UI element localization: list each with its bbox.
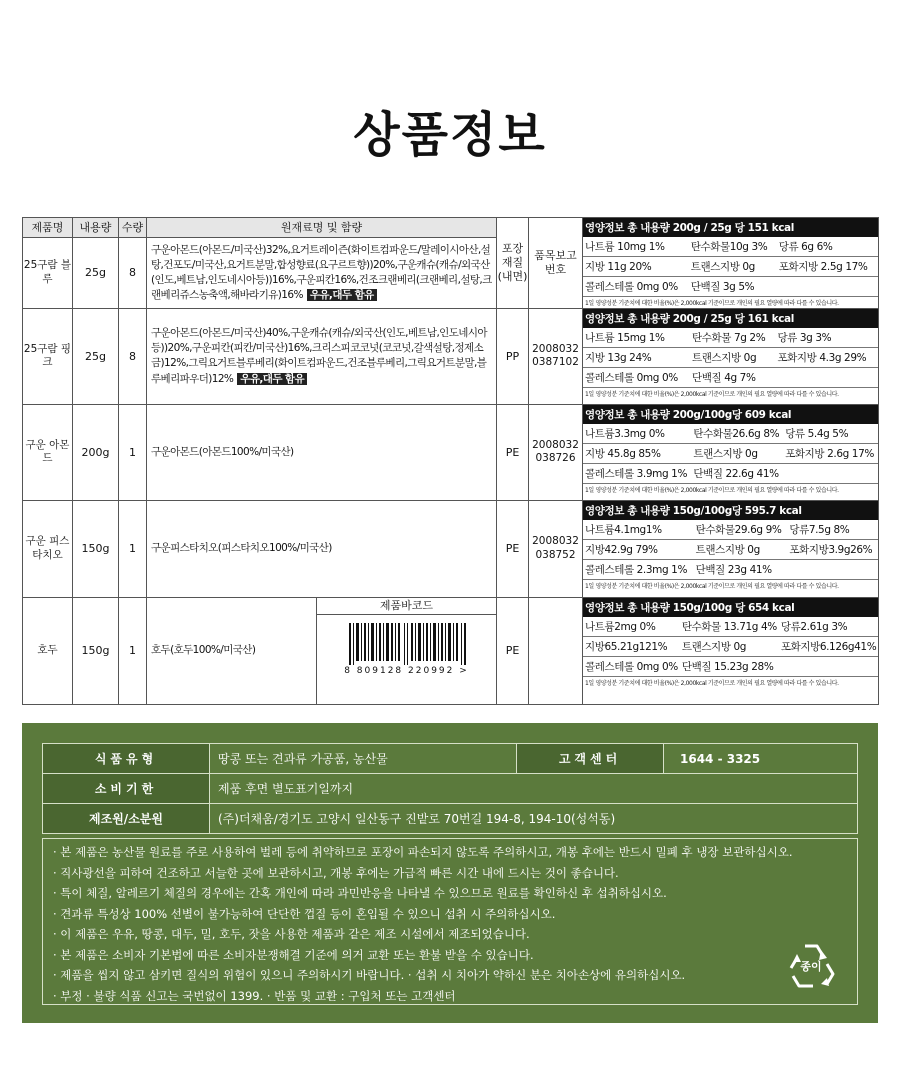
header-packaging: 포장재질(내면) [497,218,529,309]
nutrition-footnote: 1일 영양성분 기준치에 대한 비율(%)은 2,000kcal 기준이므로 개인의 필요 열량에 따라 다를 수 있습니다. [585,679,839,687]
nutrition-value: 지방65.21g121% [583,636,680,656]
nutrition-value: 단백질 3g 5% [689,277,878,297]
note-line: · 제품을 씹지 않고 삼키면 질식의 위험이 있으니 주의하시기 바랍니다. · 섭취 시 치아가 약하신 분은 치아손상에 유의하십시오. [53,968,686,982]
expiry-value: 제품 후면 별도표기일까지 [210,774,858,804]
nutrition-value: 당류 6g 6% [777,237,878,257]
product-ingredients [147,404,497,500]
nutrition-value: 당류 3g 3% [775,328,878,348]
nutrition-value: 지방 45.8g 85% [583,443,691,463]
info-panel [22,723,878,1023]
product-ingredients [147,597,317,704]
nutrition-header: 영양정보 총 내용량 200g / 25g 당 161 kcal [583,309,878,328]
table-row [23,500,879,597]
nutrition-value: 포화지방3.9g26% [787,539,878,559]
note-line: · 부정 · 불량 식품 신고는 국번없이 1399. · 반품 및 교환 : 구입처 또는 고객센터 [53,988,456,1003]
nutrition-value: 포화지방 2.5g 17% [777,257,878,277]
page-title: 상품정보 [353,107,547,163]
nutrition-footnote: 1일 영양성분 기준치에 대한 비율(%)은 2,000kcal 기준이므로 개인의 필요 열량에 따라 다를 수 있습니다. [585,582,839,590]
nutrition-value: 트랜스지방 0g [690,348,775,368]
nutrition-value: 탄수화물 13.71g 4% [680,617,779,637]
ingredients-text: 구운아몬드(아몬드/미국산)40%,구운캐슈(캐슈/외국산(인도,베트남,인도네시아등))20%,구운피칸(피칸/미국산)16%,크리스피코코넛(코코넛,갈색설탕,정제소금)12%,그릭요거트블루베리(화이트컴파운드,건조블루베리,그릭요거트분말,블루베리파우더)12% [151,326,487,385]
product-packaging: PE [497,597,529,704]
header-report-no: 품목보고번호 [529,218,583,309]
table-row [23,309,879,405]
nutrition-cell-2 [583,404,879,500]
header-content: 내용량 [73,218,119,238]
nutrition-table [583,309,878,399]
info-row [43,774,858,804]
nutrition-cell-3 [583,500,879,597]
nutrition-value: 나트륨 10mg 1% [583,237,689,257]
product-qty: 1 [119,500,147,597]
nutrition-value: 탄수화물 7g 2% [690,328,775,348]
nutrition-value: 콜레스테롤 2.3mg 1% [583,559,694,579]
product-name: 구운 피스타치오 [23,500,73,597]
allergy-badge: 우유,대두 함유 [237,373,307,385]
paper-recycle-icon [783,936,839,992]
customer-center-label: 고객센터 [517,744,664,774]
product-name: 구운 아몬드 [23,404,73,500]
nutrition-table [583,218,878,308]
ingredients-text: 구운아몬드(아몬드/미국산)32%,요거트레이즌(화이트컴파운드/말레이시아산,설탕,건포도/미국산,요거트분말,합성향료(요구르트향))20%,구운캐슈(캐슈/외국산(인도,베트남,인도네시아등))16%,구운피칸16%,건조크랜베리(크랜베리,설탕,크랜베리쥬스농축액,해바라기유)16% [151,243,492,302]
header-qty: 수량 [119,218,147,238]
nutrition-value: 포화지방 4.3g 29% [775,348,878,368]
note-line: · 견과류 특성상 100% 선별이 불가능하여 단단한 껍질 등이 혼입될 수 있으니 섭취 시 주의하십시오. [53,906,556,921]
nutrition-table [583,598,878,688]
nutrition-table [583,501,878,591]
note-line: · 직사광선을 피하여 건조하고 서늘한 곳에 보관하시고, 개봉 후에는 가급적 빠른 시간 내에 드시는 것이 좋습니다. [53,865,619,880]
product-qty: 8 [119,309,147,405]
expiry-label: 소비기한 [43,774,210,804]
product-report-no: 2008032038752 [529,500,583,597]
table-row [23,597,879,704]
ingredients-text: 구운아몬드(아몬드100%/미국산) [151,445,294,458]
nutrition-value: 콜레스테롤 0mg 0% [583,368,690,388]
note-line: · 특이 체질, 알레르기 체질의 경우에는 간혹 개인에 따라 과민반응을 나타낼 수 있으므로 원료를 확인하신 후 섭취하십시오. [53,886,667,900]
note-line: · 본 제품은 농산물 원료를 주로 사용하여 벌레 등에 취약하므로 포장이 파손되지 않도록 주의하시고, 개봉 후에는 반드시 밀폐 후 냉장 보관하십시오. [53,845,793,859]
nutrition-value: 트랜스지방 0g [694,539,788,559]
product-report-no [529,597,583,704]
nutrition-cell-4 [583,597,879,704]
nutrition-value: 콜레스테롤 0mg 0% [583,656,680,676]
nutrition-value: 탄수화물26.6g 8% [691,424,783,444]
product-ingredients [147,237,497,308]
nutrition-cell-1 [583,309,879,405]
barcode-cell [317,597,497,704]
table-header-row [23,218,879,238]
nutrition-value: 포화지방6.126g41% [779,636,878,656]
allergy-badge: 우유,대두 함유 [307,289,377,301]
nutrition-value: 당류7.5g 8% [787,520,878,540]
note-line: · 본 제품은 소비자 기본법에 따른 소비자분쟁해결 기준에 의거 교환 또는 환불 받을 수 있습니다. [53,947,534,962]
product-qty: 1 [119,404,147,500]
product-report-no: 2008032038726 [529,404,583,500]
product-ingredients [147,309,497,405]
barcode-body [317,615,496,685]
product-info-table [22,217,879,705]
product-packaging: PE [497,404,529,500]
barcode-number: 8 809128 220992 > [344,666,469,677]
nutrition-value: 트랜스지방 0g [689,257,777,277]
nutrition-value: 지방 13g 24% [583,348,690,368]
product-content: 25g [73,237,119,308]
maker-value: (주)더채움/경기도 고양시 일산동구 진밭로 70번길 194-8, 194-10(성석동) [210,804,858,834]
nutrition-value: 단백질 15.23g 28% [680,656,878,676]
table-row [23,404,879,500]
nutrition-footnote: 1일 영양성분 기준치에 대한 비율(%)은 2,000kcal 기준이므로 개인의 필요 열량에 따라 다를 수 있습니다. [585,300,839,307]
food-type-label: 식품유형 [43,744,210,774]
recycle-mark-text: 종이 [800,960,822,973]
info-table [42,743,858,834]
ingredients-text: 호두(호두100%/미국산) [151,644,256,657]
product-packaging: PP [497,309,529,405]
nutrition-table [583,405,878,495]
nutrition-header: 영양정보 총 내용량 200g/100g당 609 kcal [583,405,878,424]
product-ingredients [147,500,497,597]
nutrition-header: 영양정보 총 내용량 150g/100g당 595.7 kcal [583,501,878,520]
nutrition-header: 영양정보 총 내용량 200g / 25g 당 151 kcal [583,218,878,237]
caution-notes [42,838,858,1005]
info-row [43,744,858,774]
food-type-value: 땅콩 또는 견과류 가공품, 농산물 [210,744,517,774]
nutrition-value: 콜레스테롤 3.9mg 1% [583,463,691,483]
nutrition-value: 단백질 4g 7% [690,368,878,388]
product-name: 25구람 핑크 [23,309,73,405]
nutrition-value: 당류2.61g 3% [779,617,878,637]
header-name: 제품명 [23,218,73,238]
nutrition-value: 단백질 23g 41% [694,559,878,579]
product-name: 25구람 블루 [23,237,73,308]
nutrition-header: 영양정보 총 내용량 150g/100g 당 654 kcal [583,598,878,617]
product-content: 150g [73,500,119,597]
nutrition-value: 트랜스지방 0g [691,443,783,463]
nutrition-footnote: 1일 영양성분 기준치에 대한 비율(%)은 2,000kcal 기준이므로 개인의 필요 열량에 따라 다를 수 있습니다. [585,486,839,494]
nutrition-value: 지방 11g 20% [583,257,689,277]
product-report-no: 20080320387102 [529,309,583,405]
nutrition-value: 콜레스테롤 0mg 0% [583,277,689,297]
note-line: · 이 제품은 우유, 땅콩, 대두, 밀, 호두, 잣을 사용한 제품과 같은 제조 시설에서 제조되었습니다. [53,927,530,941]
header-ingredients: 원재료명 및 함량 [147,218,497,238]
ingredients-text: 구운피스타치오(피스타치오100%/미국산) [151,542,332,555]
nutrition-value: 지방42.9g 79% [583,539,694,559]
product-content: 200g [73,404,119,500]
nutrition-value: 탄수화물10g 3% [689,237,777,257]
barcode-icon [347,623,467,665]
product-content: 150g [73,597,119,704]
nutrition-footnote: 1일 영양성분 기준치에 대한 비율(%)은 2,000kcal 기준이므로 개인의 필요 열량에 따라 다를 수 있습니다. [585,391,839,398]
customer-center-value: 1644 - 3325 [664,744,858,774]
product-content: 25g [73,309,119,405]
nutrition-value: 탄수화물29.6g 9% [694,520,788,540]
nutrition-value: 포화지방 2.6g 17% [783,443,878,463]
product-qty: 8 [119,237,147,308]
product-qty: 1 [119,597,147,704]
nutrition-value: 트랜스지방 0g [680,636,779,656]
nutrition-cell-0 [583,218,879,309]
nutrition-value: 나트륨3.3mg 0% [583,424,691,444]
product-packaging: PE [497,500,529,597]
nutrition-value: 당류 5.4g 5% [783,424,878,444]
product-name: 호두 [23,597,73,704]
nutrition-value: 단백질 22.6g 41% [691,463,878,483]
nutrition-value: 나트륨4.1mg1% [583,520,694,540]
barcode-label: 제품바코드 [317,598,496,615]
nutrition-value: 나트륨 15mg 1% [583,328,690,348]
info-row [43,804,858,834]
maker-label: 제조원/소분원 [43,804,210,834]
nutrition-value: 나트륨2mg 0% [583,617,680,637]
